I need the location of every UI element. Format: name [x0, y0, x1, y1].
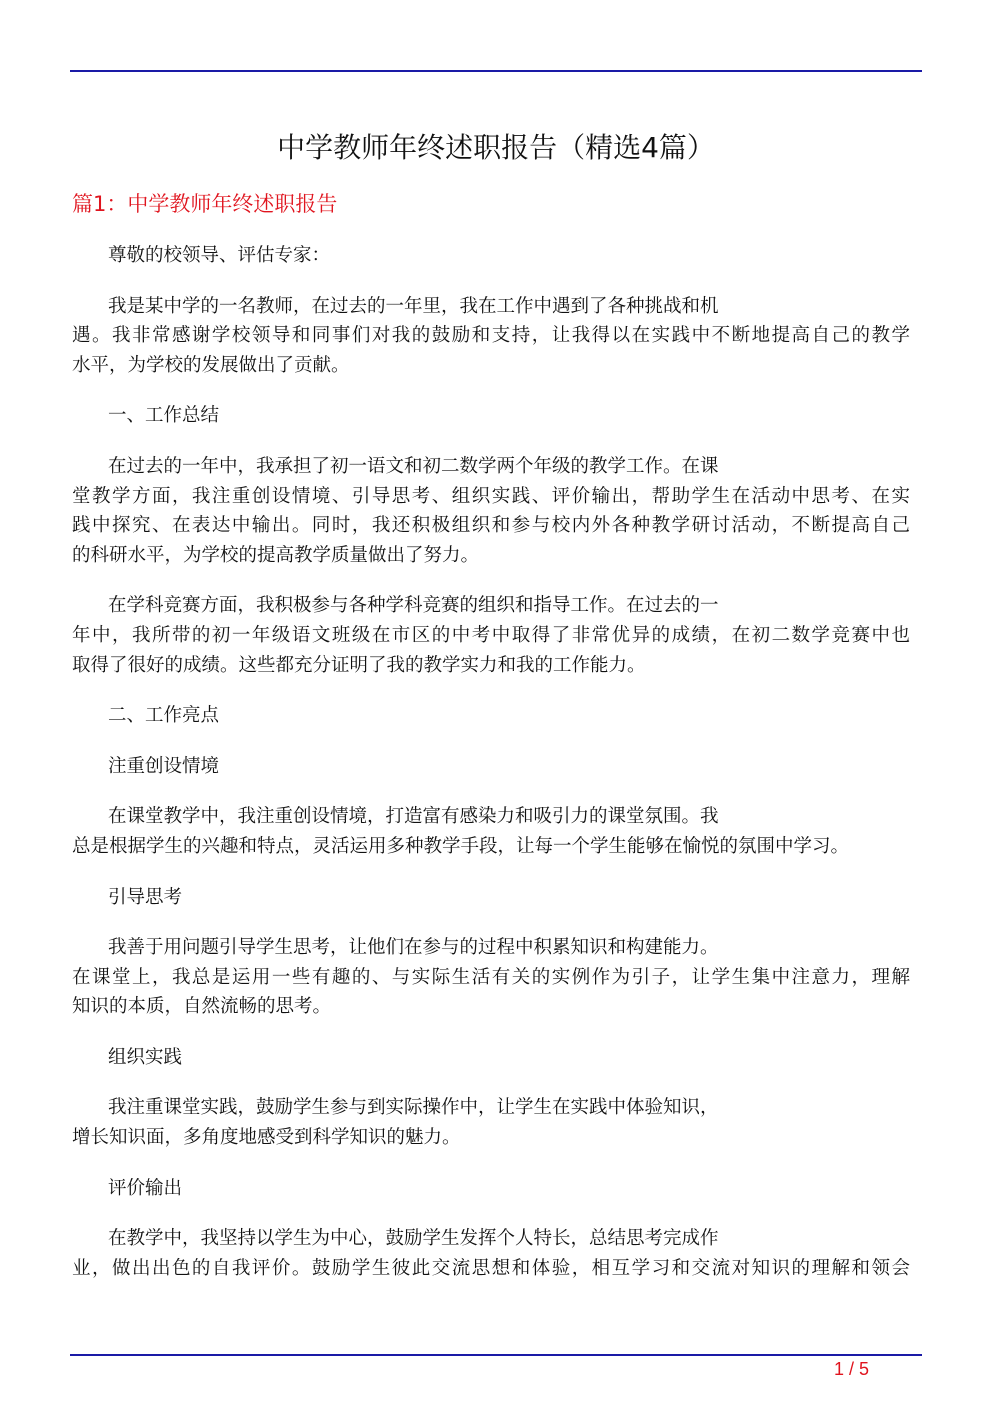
header-rule [70, 70, 922, 72]
paragraph [72, 452, 910, 570]
paragraph-line: 一、工作总结 [108, 405, 220, 427]
paragraph [72, 883, 910, 913]
paragraph-line: 水平，为学校的发展做出了贡献。 [72, 354, 350, 376]
paragraph [72, 591, 910, 680]
paragraph-line: 组织实践 [108, 1046, 183, 1068]
paragraph-line: 我是某中学的一名教师，在过去的一年里，我在工作中遇到了各种挑战和机 [108, 295, 719, 317]
paragraph-line: 遇。我非常感谢学校领导和同事们对我的鼓励和支持，让我得以在实践中不断地提高自己的教学 [72, 325, 910, 347]
paragraph [72, 1093, 910, 1152]
paragraph [72, 802, 910, 861]
paragraph [72, 933, 910, 1022]
document-title: 中学教师年终述职报告（精选4篇） [277, 131, 715, 164]
paragraph [72, 701, 910, 731]
paragraph [72, 1043, 910, 1073]
paragraph-line: 在学科竞赛方面，我积极参与各种学科竞赛的组织和指导工作。在过去的一 [108, 595, 719, 617]
footer-rule [70, 1354, 922, 1356]
paragraph [72, 241, 910, 271]
paragraph [72, 1174, 910, 1204]
paragraph-line: 业，做出出色的自我评价。鼓励学生彼此交流思想和体验，相互学习和交流对知识的理解和领会 [72, 1257, 910, 1279]
paragraph-line: 年中，我所带的初一年级语文班级在市区的中考中取得了非常优异的成绩，在初二数学竞赛中也 [72, 624, 910, 646]
paragraph-line: 践中探究、在表达中输出。同时，我还积极组织和参与校内外各种教学研讨活动，不断提高自己 [72, 515, 910, 537]
paragraph-line: 引导思考 [108, 886, 183, 908]
paragraph-line: 评价输出 [108, 1177, 183, 1199]
paragraph-line: 二、工作亮点 [108, 705, 220, 727]
paragraph [72, 401, 910, 431]
paragraph-line: 在教学中，我坚持以学生为中心，鼓励学生发挥个人特长，总结思考完成作 [108, 1228, 719, 1250]
paragraph-line: 在课堂教学中，我注重创设情境，打造富有感染力和吸引力的课堂氛围。我 [108, 806, 719, 828]
document-body [72, 241, 910, 1304]
paragraph-line: 注重创设情境 [108, 755, 220, 777]
paragraph-line: 在过去的一年中，我承担了初一语文和初二数学两个年级的教学工作。在课 [108, 455, 719, 477]
paragraph-line: 在课堂上，我总是运用一些有趣的、与实际生活有关的实例作为引子，让学生集中注意力，理解 [72, 966, 910, 988]
paragraph-line: 我善于用问题引导学生思考，让他们在参与的过程中积累知识和构建能力。 [108, 937, 719, 959]
paragraph [72, 1224, 910, 1283]
section-heading: 篇1：中学教师年终述职报告 [72, 192, 338, 216]
paragraph-line: 堂教学方面，我注重创设情境、引导思考、组织实践、评价输出，帮助学生在活动中思考、在实 [72, 485, 910, 507]
paragraph-line: 我注重课堂实践，鼓励学生参与到实际操作中，让学生在实践中体验知识， [108, 1097, 719, 1119]
paragraph [72, 752, 910, 782]
paragraph-line: 增长知识面，多角度地感受到科学知识的魅力。 [72, 1127, 461, 1149]
paragraph [72, 292, 910, 381]
paragraph-line: 取得了很好的成绩。这些都充分证明了我的教学实力和我的工作能力。 [72, 654, 646, 676]
paragraph-line: 的科研水平，为学校的提高教学质量做出了努力。 [72, 544, 480, 566]
paragraph-line: 总是根据学生的兴趣和特点，灵活运用多种教学手段，让每一个学生能够在愉悦的氛围中学习。 [72, 835, 850, 857]
page-number: 1 / 5 [834, 1359, 870, 1379]
paragraph-line: 知识的本质，自然流畅的思考。 [72, 996, 332, 1018]
paragraph-line: 尊敬的校领导、评估专家： [108, 245, 331, 266]
